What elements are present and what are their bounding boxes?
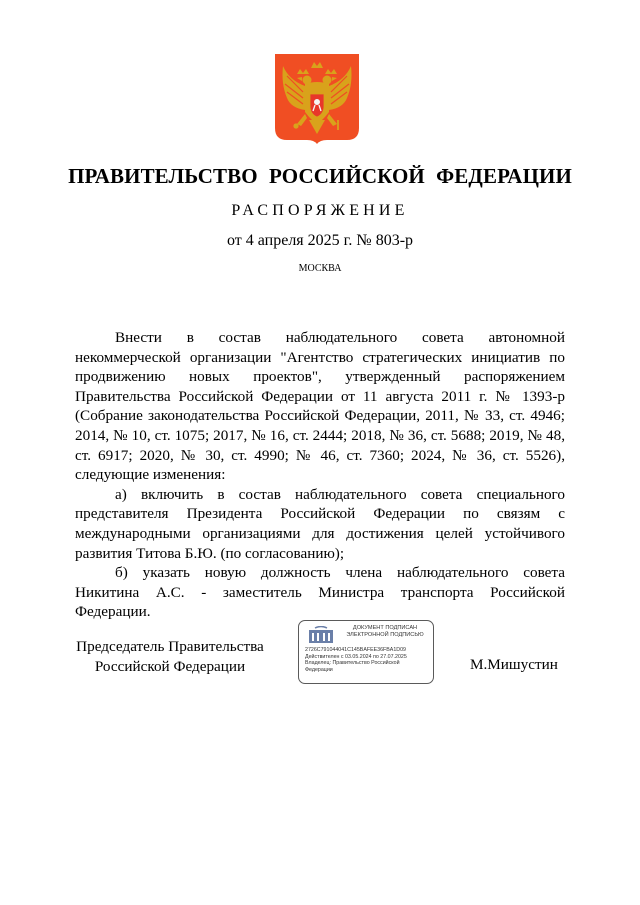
document-date-number: от 4 апреля 2025 г. № 803-р	[226, 232, 414, 249]
document-body	[75, 328, 565, 622]
stamp-owner-line2: Федерации	[305, 666, 333, 673]
stamp-certificate: 2726C791044041C145BAFEE36FBA1D09	[305, 647, 407, 653]
paragraph-item-a: а) включить в состав наблюдательного совета специального представителя Президента Российской Федерации по связям с международными организациями для достижения целей устойчивого развития Титова Б.Ю. (по согласованию);	[75, 485, 565, 562]
stamp-details	[305, 647, 431, 673]
document-place: МОСКВА	[298, 263, 342, 274]
paragraph-item-b: б) указать новую должность члена наблюдательного совета Никитина А.С. - заместитель Министра транспорта Российской Федерации.	[75, 564, 565, 621]
signatory-title-line2: Российской Федерации	[94, 657, 246, 675]
stamp-heading-line1: ДОКУМЕНТ ПОДПИСАН	[352, 625, 418, 631]
stamp-owner-line1: Владелец: Правительство Российской	[305, 660, 400, 667]
signatory-title	[70, 637, 270, 676]
signatory-title-line1: Председатель Правительства	[76, 638, 264, 655]
stamp-heading-line2: ЭЛЕКТРОННОЙ ПОДПИСЬЮ	[346, 632, 424, 638]
coat-of-arms-emblem	[275, 54, 359, 144]
stamp-heading	[339, 625, 431, 639]
electronic-signature-stamp	[298, 620, 434, 684]
signatory-name: М.Мишустин	[470, 656, 558, 673]
stamp-validity: Действителен с 03.05.2024 по 27.07.2025	[305, 653, 407, 660]
government-title: ПРАВИТЕЛЬСТВО РОССИЙСКОЙ ФЕДЕРАЦИИ	[68, 164, 572, 188]
building-icon	[305, 626, 337, 644]
document-type: РАСПОРЯЖЕНИЕ	[231, 202, 409, 219]
paragraph-main: Внести в состав наблюдательного совета автономной некоммерческой организации "Агентство стратегических инициатив по продвижению новых проектов", утвержденный распоряжением Правительства Российской Федерации от 11 августа 2011 г. № 1393-р (Собрание законодательства Российской Федерации, 2011, № 33, ст. 4946; 2014, № 10, ст. 1075; 2017, № 16, ст. 2444; 2018, № 36, ст. 5688; 2019, № 48, ст. 6917; 2020, № 30, ст. 4990; № 46, ст. 7360; 2024, № 36, ст. 5526), следующие изменения:	[75, 329, 565, 484]
